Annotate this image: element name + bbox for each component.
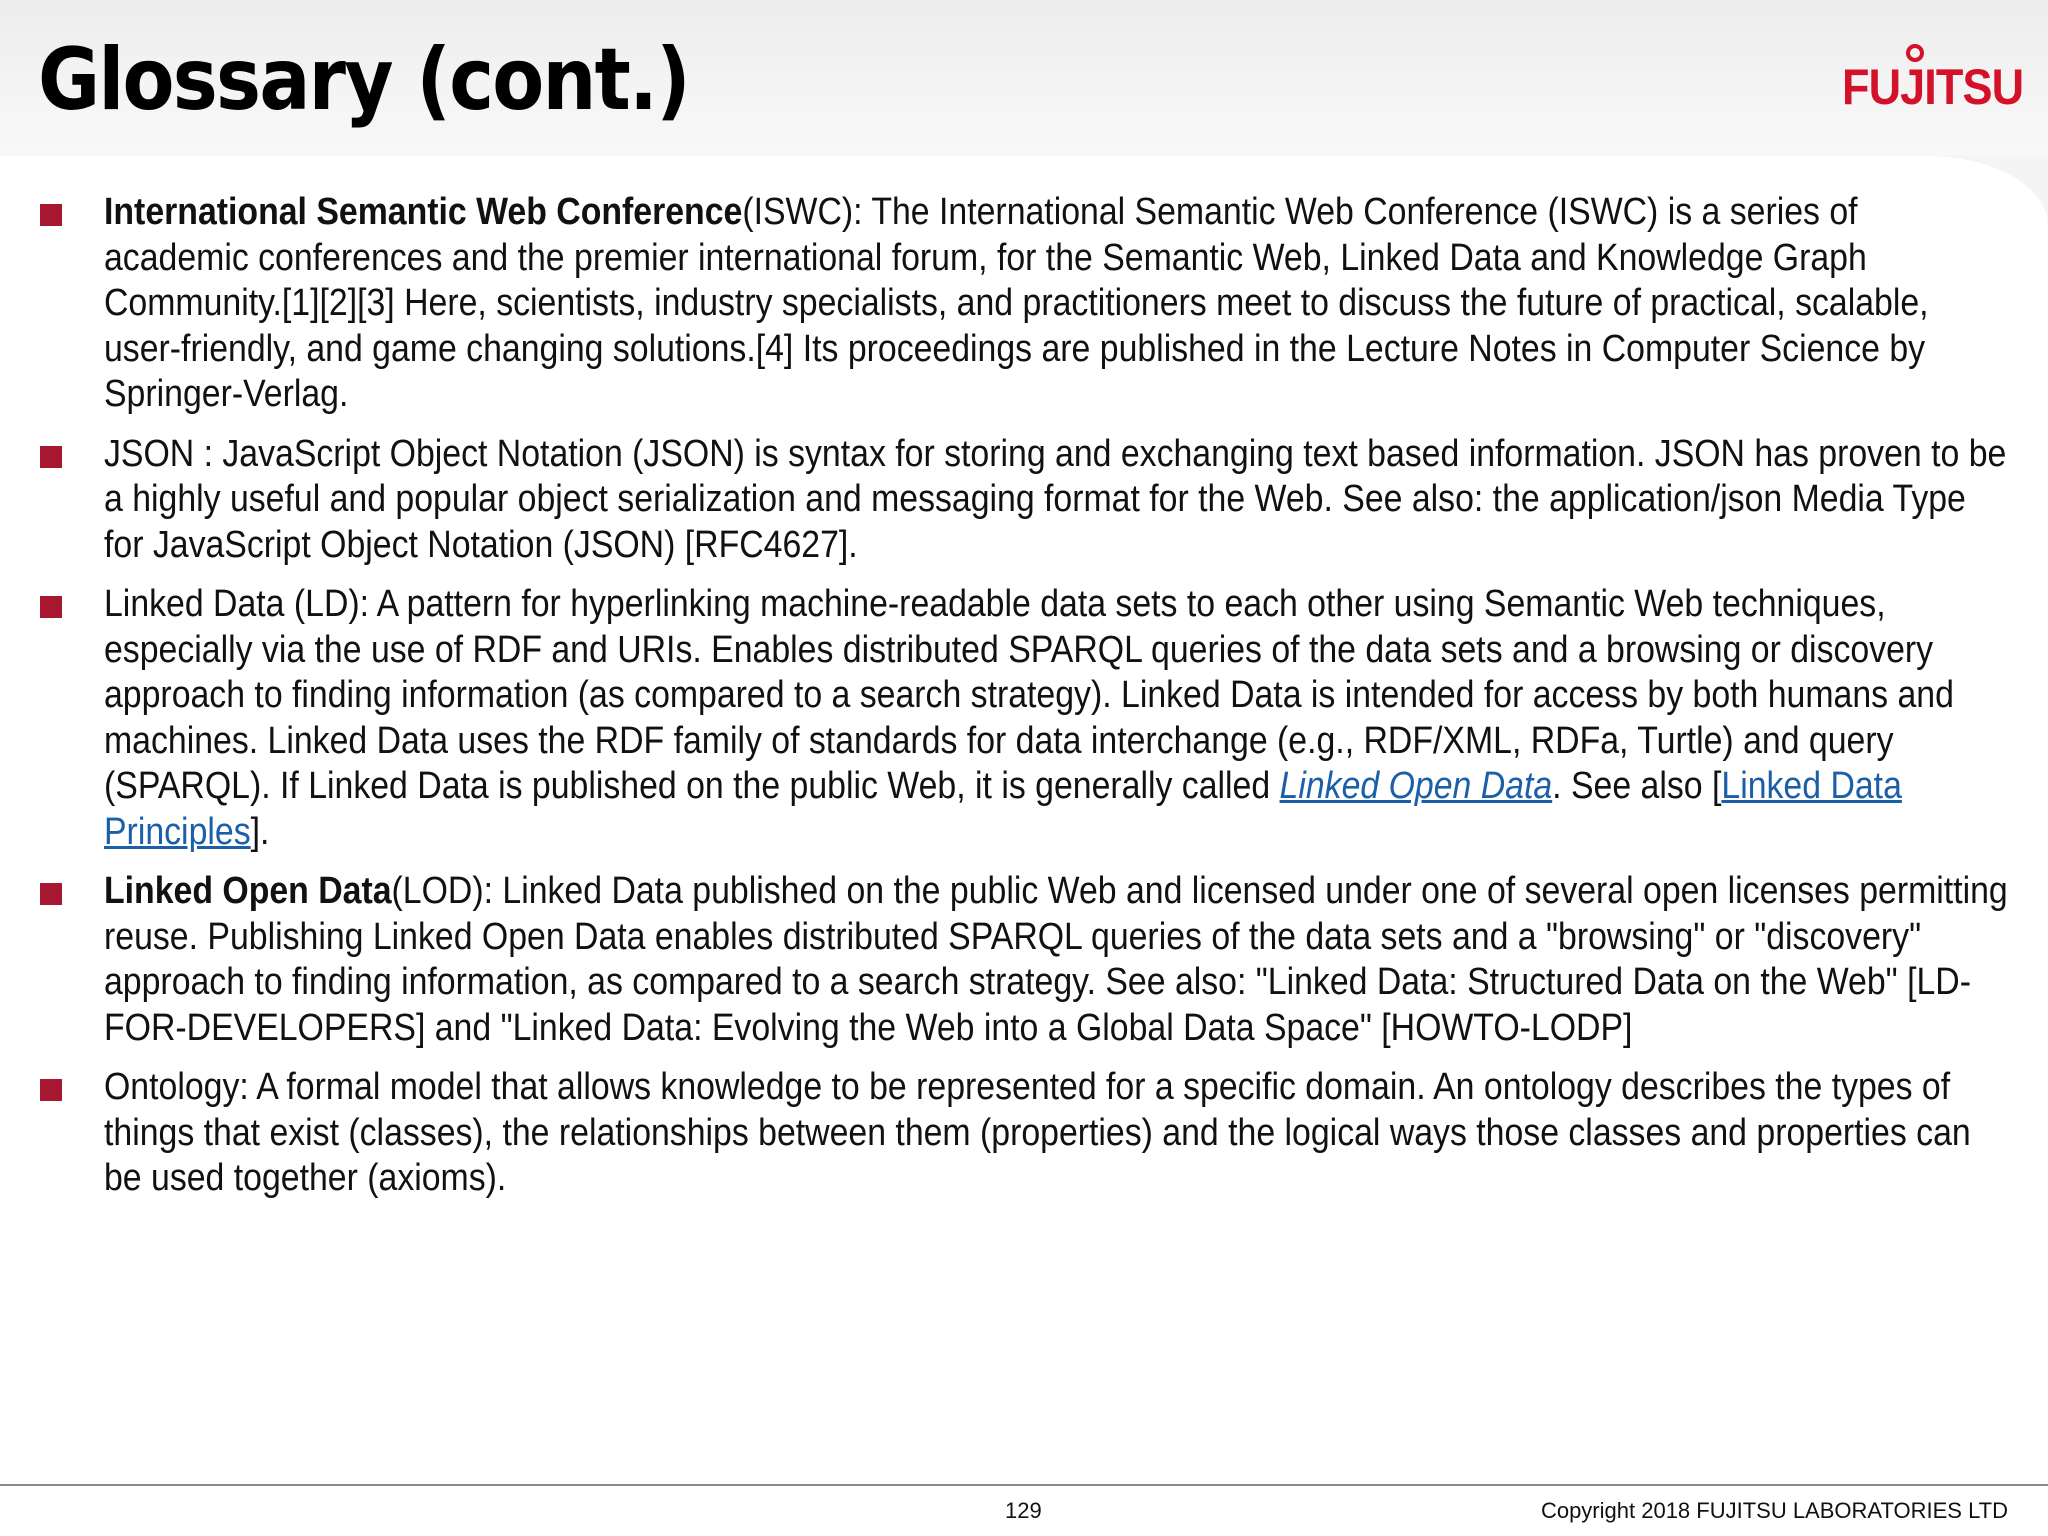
footer-divider <box>0 1484 2048 1486</box>
glossary-definition: Linked Data (LD): A pattern for hyperlinking machine-readable data sets to each other using Semantic Web techniques, especially via the use of RDF and URIs. Enables distributed SPARQL queries of the data sets and a browsing or discovery approach to finding information (as compared to a search strategy). Linked Data is intended for access by both humans and machines. Linked Data uses the RDF family of standards for data interchange (e.g., RDF/XML, RDFa, Turtle) and query (SPARQL). If Linked Data is published on the public Web, it is generally called <box>104 583 1954 807</box>
glossary-text-mid: . See also [ <box>1552 765 1722 807</box>
glossary-term: Linked Open Data <box>104 870 392 912</box>
logo-infinity-icon <box>1906 44 1924 62</box>
glossary-definition: (LOD): Linked Data published on the public Web and licensed under one of several open licenses permitting reuse. Publishing Linked Open Data enables distributed SPARQL queries of the data sets and a "browsing" or "discovery" approach to finding information, as compared to a search strategy. See also: "Linked Data: Structured Data on the Web" [LD-FOR-DEVELOPERS] and "Linked Data: Evolving the Web into a Global Data Space" [HOWTO-LODP] <box>104 870 2008 1049</box>
glossary-item-lod <box>38 869 2008 1051</box>
page-number: 129 <box>1005 1498 1042 1523</box>
glossary-item-json <box>38 432 2008 569</box>
linked-open-data-link[interactable]: Linked Open Data <box>1279 765 1553 807</box>
slide-title: Glossary (cont.) <box>38 30 689 130</box>
glossary-text: JSON : JavaScript Object Notation (JSON) is syntax for storing and exchanging text based information. JSON has proven to be a highly useful and popular object serialization and messaging format for the Web. See also: the application/json Media Type for JavaScript Object Notation (JSON) [RFC4627]. <box>104 432 2007 566</box>
square-bullet-icon <box>40 1079 62 1101</box>
glossary-text <box>104 869 2009 1051</box>
glossary-text: Ontology: A formal model that allows knowledge to be represented for a specific domain. An ontology describes the types of things that exist (classes), the relationships between them (properties) and the logical ways those classes and properties can be used together (axioms). <box>104 1066 1971 1199</box>
glossary-item-iswc <box>38 190 2008 418</box>
glossary-definition: (ISWC): The International Semantic Web Conference (ISWC) is a series of academic conferences and the premier international forum, for the Semantic Web, Linked Data and Knowledge Graph Community.[1][2][3] Here, scientists, industry specialists, and practitioners meet to discuss the future of practical, scalable, user-friendly, and game changing solutions.[4] Its proceedings are published in the Lecture Notes in Computer Science by Springer-Verlag. <box>104 191 1929 415</box>
square-bullet-icon <box>40 883 62 905</box>
glossary-text <box>104 190 2009 418</box>
square-bullet-icon <box>40 596 62 618</box>
glossary-term: International Semantic Web Conference <box>104 191 743 233</box>
fujitsu-logo: FUJITSU <box>1842 59 2024 115</box>
glossary-item-ontology <box>38 1065 2008 1202</box>
linked-data-principles-link[interactable]: Linked Data Principles <box>104 765 1902 853</box>
copyright-notice: Copyright 2018 FUJITSU LABORATORIES LTD <box>1540 1498 2008 1523</box>
glossary-list <box>38 190 2008 1216</box>
square-bullet-icon <box>40 446 62 468</box>
glossary-item-linked-data <box>38 582 2008 855</box>
glossary-text-end: ]. <box>250 810 270 853</box>
square-bullet-icon <box>40 204 62 226</box>
glossary-text <box>104 582 2009 855</box>
